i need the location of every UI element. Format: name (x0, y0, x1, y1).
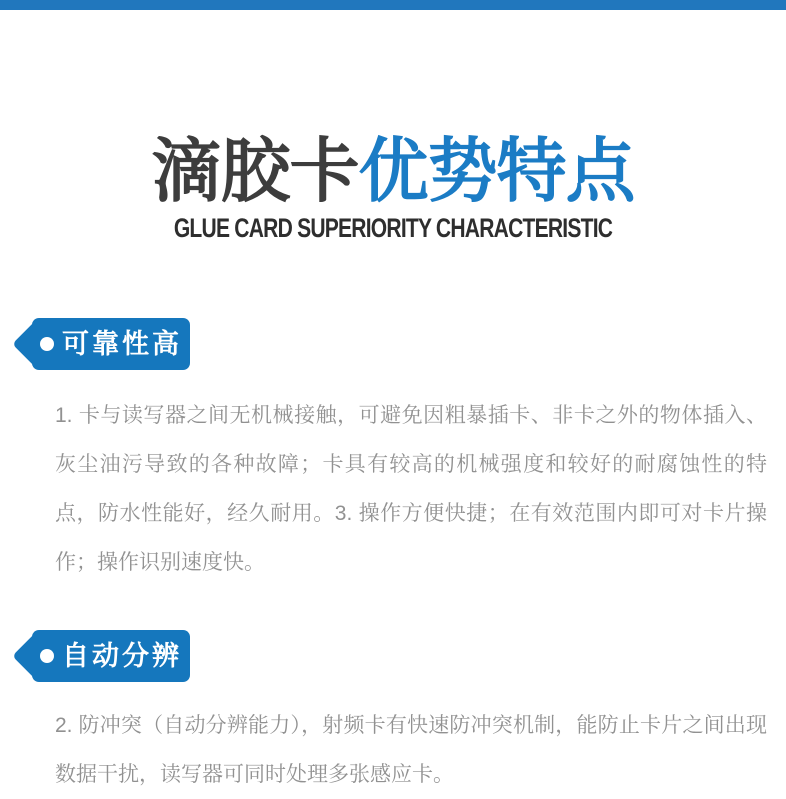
page-title-blue-part: 优势特点 (358, 132, 635, 210)
page-title-dark-part: 滴胶卡 (151, 132, 359, 210)
section-tag-anticollision (18, 630, 190, 682)
section-tag-label: 可靠性高 (62, 329, 182, 359)
section-body-reliability: 1. 卡与读写器之间无机械接触，可避免因粗暴插卡、非卡之外的物体插入、灰尘油污导致的各种故障；卡具有较高的机械强度和较好的耐腐蚀性的特点，防水性能好，经久耐用。3. 操作方便快捷；在有效范围内即可对卡片操作；操作识别速度快。 (55, 404, 767, 574)
tag-hole-dot-icon (40, 337, 54, 351)
page-title (0, 134, 786, 208)
top-accent-bar (0, 0, 786, 10)
section-tag-reliability (18, 318, 190, 370)
section-tag-label: 自动分辨 (62, 641, 182, 671)
page-subtitle-row (0, 213, 786, 244)
page-subtitle: GLUE CARD SUPERIORITY CHARACTERISTIC (173, 213, 613, 243)
tag-hole-dot-icon (40, 649, 54, 663)
section-body-anticollision: 2. 防冲突（自动分辨能力），射频卡有快速防冲突机制，能防止卡片之间出现数据干扰，读写器可同时处理多张感应卡。 (55, 714, 767, 786)
